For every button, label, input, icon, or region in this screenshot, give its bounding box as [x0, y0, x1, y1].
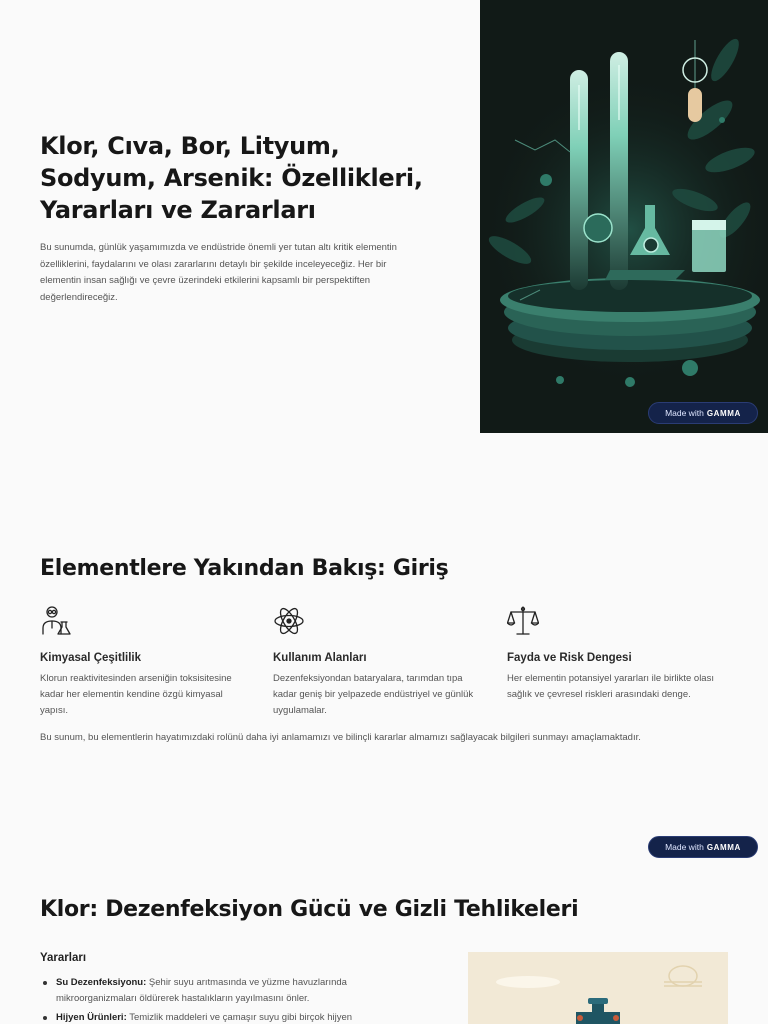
column-title: Kimyasal Çeşitlilik [40, 652, 141, 664]
benefits-list [40, 975, 410, 1024]
column-text: Dezenfeksiyondan bataryalara, tarımdan tıpa kadar geniş bir yelpazede endüstriyel ve günlük uygulamalar. [273, 673, 474, 716]
list-item [40, 975, 410, 1007]
section-title: Elementlere Yakından Bakış: Giriş [40, 556, 449, 581]
column-text: Klorun reaktivitesinden arseniğin toksisitesine kadar her elementin kendine özgü kimyasal yapısı. [40, 673, 232, 716]
scale-icon [507, 604, 539, 638]
list-item [40, 1010, 410, 1024]
column-text: Her elementin potansiyel yararları ile birlikte olası sağlık ve çevresel riskleri arasındaki denge. [507, 673, 714, 700]
feature-column [40, 604, 250, 719]
item-text: Şehir suyu arıtmasında ve yüzme havuzlarında mikroorganizmaları öldürerek hastalıkların yayılmasını önler. [56, 977, 347, 1004]
badge-prefix: Made with [665, 842, 704, 852]
scientist-icon [40, 604, 72, 638]
gamma-logo: GAMMA [706, 408, 741, 418]
item-label: Hijyen Ürünleri: [56, 1012, 127, 1023]
item-text: Temizlik maddeleri ve çamaşır suyu gibi birçok hijyen [126, 1012, 353, 1023]
column-title: Fayda ve Risk Dengesi [507, 652, 632, 664]
feature-column [273, 604, 483, 719]
feature-column [507, 604, 717, 703]
hero-illustration [480, 0, 768, 433]
column-title: Kullanım Alanları [273, 652, 367, 664]
summary-paragraph: Bu sunum, bu elementlerin hayatımızdaki rolünü daha iyi anlamamızı ve bilinçli kararlar almamızı sağlayacak bilgileri sunmayı amaçlamaktadır. [40, 732, 641, 743]
item-label: Su Dezenfeksiyonu: [56, 977, 147, 988]
badge-prefix: Made with [665, 408, 704, 418]
gamma-logo: GAMMA [706, 842, 741, 852]
intro-paragraph: Bu sunumda, günlük yaşamımızda ve endüstride önemli yer tutan altı kritik elementin özelliklerini, faydalarını ve olası zararlarını detaylı bir şekilde inceleyeceğiz. Her bir elementin insan sağlığı ve çevre üzerindeki etkilerini kapsamlı bir perspektiften değerlendireceğiz. [40, 242, 397, 303]
benefits-heading: Yararları [40, 952, 87, 964]
presentation-title: Klor, Cıva, Bor, Lityum, Sodyum, Arsenik: Özellikleri, Yararları ve Zararları [40, 132, 423, 224]
made-with-gamma-badge[interactable] [648, 836, 758, 858]
atom-icon [273, 604, 305, 638]
water-pipe-illustration [468, 952, 728, 1024]
section-title: Klor: Dezenfeksiyon Gücü ve Gizli Tehlikeleri [40, 897, 579, 922]
made-with-gamma-badge[interactable] [648, 402, 758, 424]
title-slide [0, 0, 768, 433]
